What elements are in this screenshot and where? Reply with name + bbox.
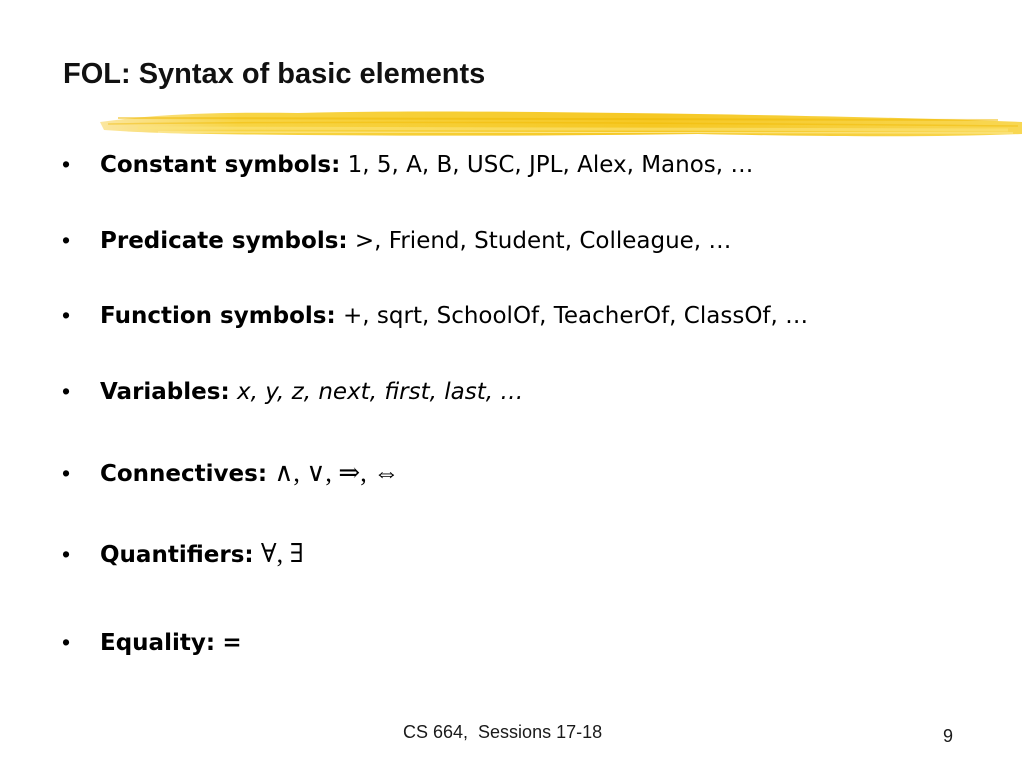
bullet-marker: •: [62, 629, 71, 655]
bullet-marker: •: [62, 151, 71, 177]
bullet-items: ∀, ∃: [260, 539, 304, 568]
bullet-function-symbols: [62, 304, 808, 328]
bullet-term: Predicate symbols:: [100, 228, 348, 254]
bullet-items: ∧, ∨, ⇒, ⇔: [274, 458, 400, 487]
bullet-equality: [62, 631, 242, 655]
bullet-items: +, sqrt, SchoolOf, TeacherOf, ClassOf, …: [343, 303, 809, 329]
bullet-term: Quantifiers:: [100, 542, 254, 568]
page-number: 9: [943, 726, 954, 746]
bullet-marker: •: [62, 227, 71, 253]
bullet-connectives: [62, 460, 399, 486]
bullet-items: 1, 5, A, B, USC, JPL, Alex, Manos, …: [340, 152, 754, 178]
bullet-marker: •: [62, 378, 71, 404]
bullet-quantifiers: [62, 541, 304, 567]
bullet-term: Connectives:: [100, 461, 268, 487]
bullet-term: Equality:: [100, 630, 216, 656]
slide-title: FOL: Syntax of basic elements: [63, 58, 486, 90]
bullet-constant-symbols: [62, 153, 753, 177]
footer-course: CS 664, Sessions 17-18: [403, 722, 603, 742]
bullet-variables: [62, 380, 523, 404]
bullet-items: =: [222, 630, 242, 656]
bullet-items: >, Friend, Student, Colleague, …: [354, 228, 732, 254]
bullet-term: Constant symbols:: [100, 152, 341, 178]
bullet-term: Variables:: [100, 379, 230, 405]
bullet-marker: •: [62, 302, 71, 328]
highlighter-underline: [98, 104, 1024, 144]
bullet-predicate-symbols: [62, 229, 731, 253]
bullet-marker: •: [62, 460, 71, 486]
bullet-term: Function symbols:: [100, 303, 336, 329]
bullet-items: x, y, z, next, first, last, …: [236, 379, 524, 405]
bullet-marker: •: [62, 541, 71, 567]
